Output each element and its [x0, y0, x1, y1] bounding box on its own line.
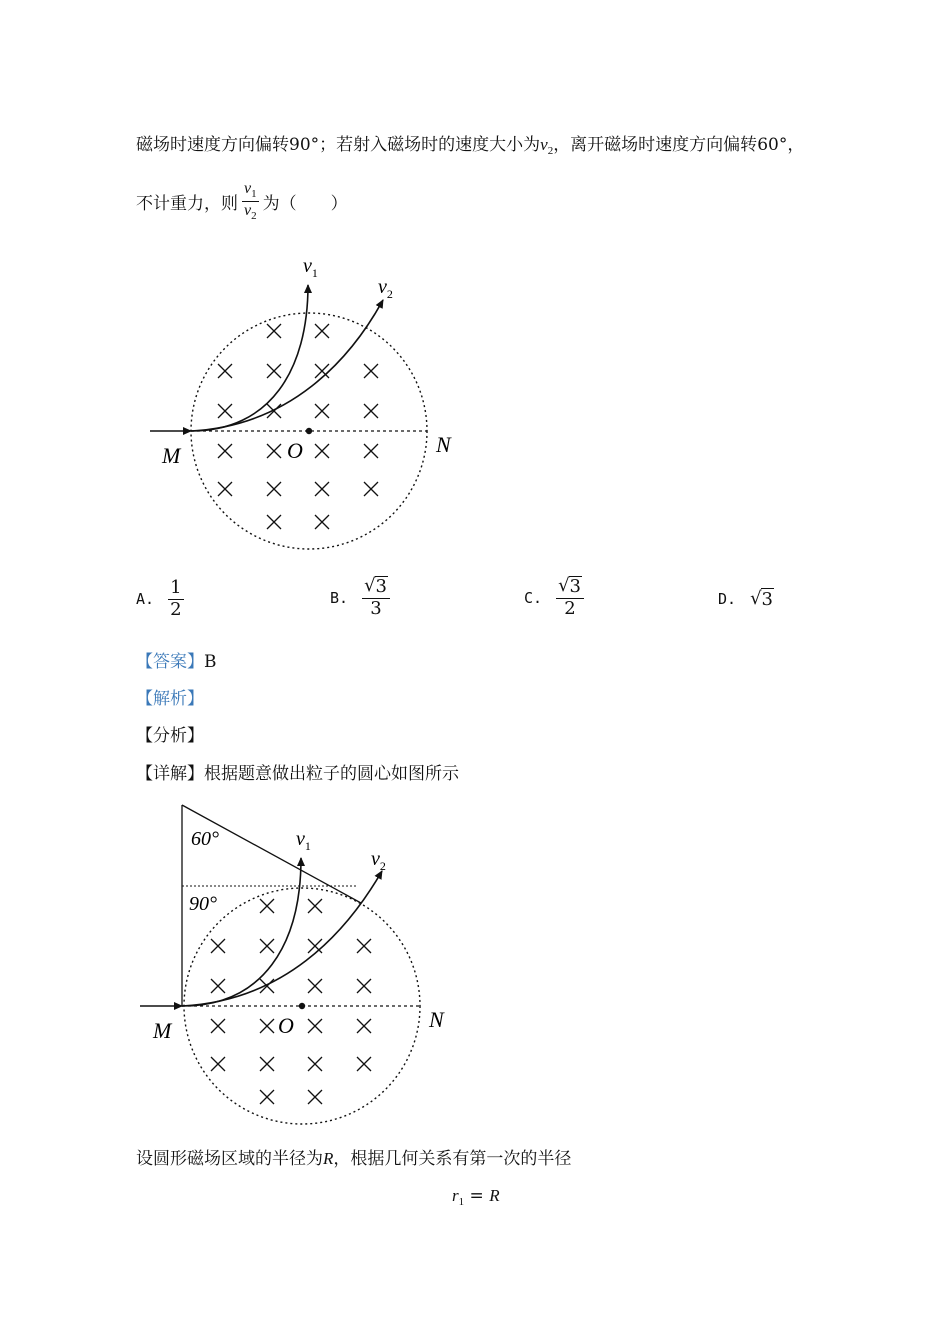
label-v1: $v_1$ [296, 828, 311, 853]
option-a-value: $\frac{1}{2}$ [170, 577, 182, 620]
text-segment: 磁场时速度方向偏转 [136, 135, 289, 155]
equals-sign: = [464, 1186, 490, 1206]
center-point [299, 1003, 305, 1009]
label-90-degree: 90° [189, 893, 217, 915]
text-segment: ，离开磁场时速度方向偏转 [553, 135, 758, 155]
text-segment: ，根据几何关系有第一次的半径 [333, 1149, 572, 1169]
solution-line-1 [136, 1144, 571, 1169]
text-segment: 设圆形磁场区域的半径为 [136, 1149, 323, 1169]
label-N: N [429, 1007, 444, 1032]
trajectory-v1 [182, 858, 301, 1006]
label-60-degree: 60° [191, 828, 219, 850]
velocity-symbol: $v_2$ [540, 135, 554, 157]
option-label: A. [136, 590, 155, 609]
option-label: D. [718, 590, 737, 608]
equation-r1 [452, 1186, 500, 1208]
answer-value: B [204, 652, 217, 672]
radius-symbol: R [489, 1186, 500, 1205]
label-M: M [153, 1018, 172, 1043]
text-segment: 为（ ） [262, 193, 348, 214]
velocity-ratio: $\frac{v_1}{v_2}$ [244, 180, 257, 222]
center-point [306, 428, 312, 434]
angle-value: 90° [289, 135, 320, 155]
question-line-1 [136, 130, 804, 157]
option-b-value: √ 3 3 [362, 576, 390, 619]
option-c[interactable] [524, 576, 584, 619]
label-O: O [278, 1013, 294, 1038]
option-a[interactable] [136, 578, 184, 620]
label-v2: $v_2$ [371, 848, 386, 873]
detail-tag: 【详解】 [136, 764, 204, 784]
label-v1: $v_1$ [303, 255, 318, 280]
label-N: N [436, 432, 451, 457]
label-M: M [162, 443, 181, 468]
trajectory-v1 [191, 285, 308, 431]
answer-line [136, 647, 217, 672]
question-line-2 [136, 180, 348, 222]
text-segment: ；若射入磁场时的速度大小为 [319, 135, 541, 155]
answer-tag: 【答案】 [136, 652, 204, 672]
detail-text: 根据题意做出粒子的圆心如图所示 [204, 764, 459, 784]
option-b[interactable] [330, 576, 390, 619]
text-segment: 不计重力，则 [136, 193, 238, 214]
label-v2: $v_2$ [378, 276, 393, 301]
figure-2-center-construction [135, 795, 465, 1135]
angle-value: 60° [757, 135, 788, 155]
slanted-radius-line [182, 805, 361, 903]
radius-symbol: R [323, 1149, 334, 1168]
trajectory-v2 [182, 871, 382, 1006]
r1-symbol: $r_1$ [452, 1186, 465, 1208]
figure-1-magnetic-field [140, 250, 470, 560]
text-segment: ， [787, 135, 805, 155]
option-d[interactable] [718, 588, 774, 610]
option-c-value: √ 3 2 [556, 576, 584, 619]
detail-line [136, 759, 459, 784]
fenxi-tag: 【分析】 [136, 726, 204, 746]
label-O: O [287, 438, 303, 463]
option-label: C. [524, 588, 543, 607]
option-d-value: √ 3 [750, 588, 773, 610]
analysis-tag: 【解析】 [136, 689, 204, 709]
option-label: B. [330, 588, 349, 607]
